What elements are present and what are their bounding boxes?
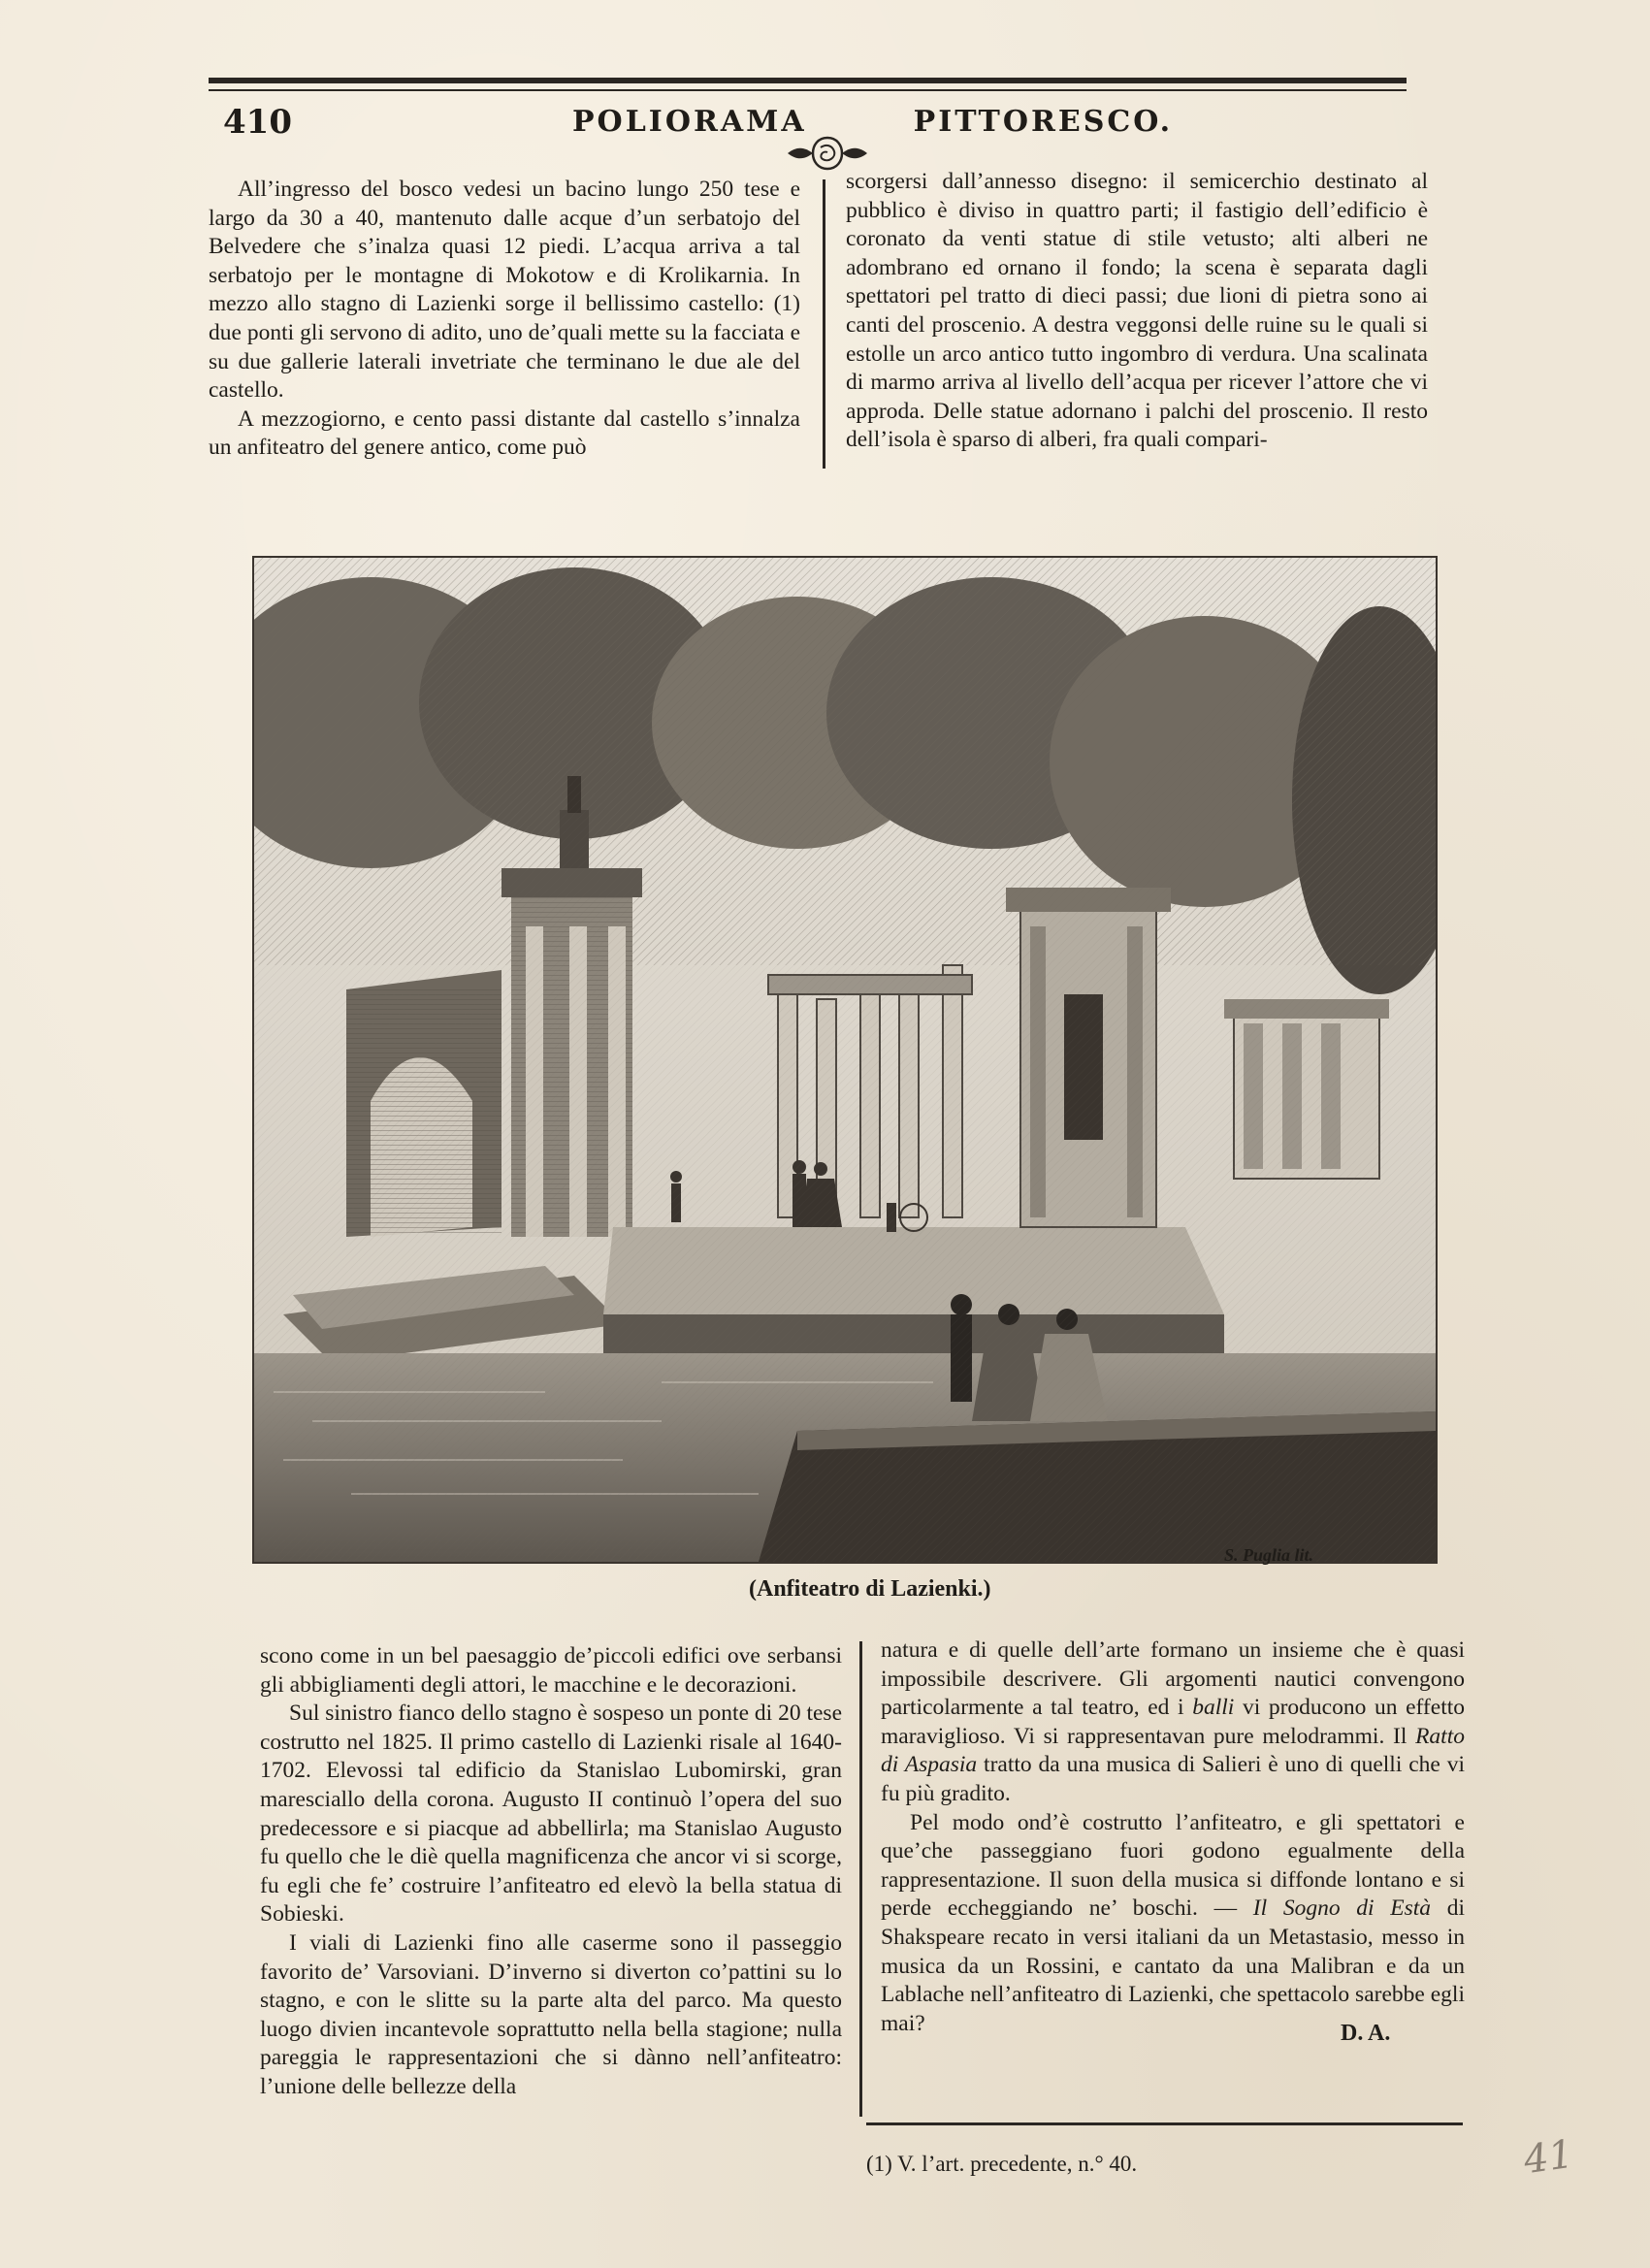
paragraph: All’ingresso del bosco vedesi un bacino lungo 250 tese e largo da 30 a 40, mantenuto dalle acque d’un serbatojo del Belvedere che s’inalza quasi 12 piedi. L’acqua arriva a tal serbatojo per le montagne di Mokotow e di Krolikarnia. In mezzo allo stagno di Lazienki sorge il bellissimo castello: (1) due ponti gli servono di adito, uno de’quali mette su la facciata e su due gallerie laterali invetriate che terminano le due ale del castello. bbox=[209, 177, 800, 404]
paragraph: Pel modo ond’è costrutto l’anfiteatro, e gli spettatori e que’che passeggiano fuori godono egualmente della rappresentazione. Il suon della musica si diffonde lontano e si perde eccheggiando ne’ boschi. — Il Sogno di Està di Shakspeare recato in versi italiani da un Metastasio, messo in musica da un Rossini, e cantato da una Malibran e da un Lablache nell’anfiteatro di Lazienki, che spettacolo sarebbe egli mai? bbox=[881, 1809, 1465, 2036]
running-title-word-1: POLIORAMA bbox=[572, 105, 807, 139]
italic-title: Ratto di Aspasia bbox=[881, 1723, 1465, 1778]
paragraph: I viali di Lazienki fino alle caserme sono il passeggio favorito de’ Varsoviani. D’inverno si diverton co’pattini su lo stagno, e con le slitte su la parte alta del parco. Ma questo luogo divien incantevole soprattutto nella bella stagione; nulla pareggia le rappresentazioni che si dànno nell’anfiteatro: l’unione delle bellezze della bbox=[260, 1929, 842, 2099]
engraving-illustration bbox=[252, 556, 1438, 1564]
paragraph: scono come in un bel paesaggio de’piccoli edifici ove serbansi gli abbigliamenti degli attori, le macchine e le decorazioni. bbox=[260, 1643, 842, 1698]
running-title-word-2: PITTORESCO. bbox=[913, 105, 1174, 139]
header-ornament-icon bbox=[784, 134, 871, 173]
header-rule-thin bbox=[209, 89, 1407, 91]
italic-title: Il Sogno di Està bbox=[1252, 1895, 1432, 1922]
paragraph: Sul sinistro fianco dello stagno è sospeso un ponte di 20 tese costrutto nel 1825. Il primo castello di Lazienki risale al 1640-1702. Elevossi tal edificio da Stanislao Lubomirski, gran maresciallo della corona. Augusto II continuò l’opera del suo predecessore e si piacque ad abbellirla; ma Stanislao Augusto fu quello che le diè quella magnificenza che ancor vi si scorge, fu egli che fe’ costruire l’anfiteatro ed elevò la bella statua di Sobieski. bbox=[260, 1701, 842, 1928]
engraver-signature: S. Puglia lit. bbox=[1224, 1545, 1314, 1565]
top-left-column bbox=[209, 176, 800, 463]
column-divider-top bbox=[823, 179, 825, 469]
header-rule bbox=[209, 78, 1407, 83]
footnote: (1) V. l’art. precedente, n.° 40. bbox=[866, 2152, 1138, 2176]
footnote-rule bbox=[866, 2122, 1463, 2125]
top-right-column bbox=[846, 168, 1428, 455]
paragraph: natura e di quelle dell’arte formano un insieme che è quasi impossibile descrivere. Gli argomenti nautici convengono particolarmente a tal teatro, ed i balli vi producono un effetto maraviglioso. Vi si rappresentavan pure melodrammi. Il Ratto di Aspasia tratto da una musica di Salieri è uno di quelli che vi fu più gradito. bbox=[881, 1637, 1466, 1806]
paragraph: scorgersi dall’annesso disegno: il semicerchio destinato al pubblico è diviso in quattro parti; il fastigio dell’edificio è coronato da venti statue di stile vetusto; alti alberi ne adombrano ed ornano il fondo; la scena è separata dagli spettatori pel tratto di dieci passi; due lioni di pietra sono ai canti del proscenio. A destra veggonsi delle ruine su le quali si estolle un arco antico tutto ingombro di verdura. Una scalinata di marmo arriva al livello dell’acqua per ricever l’attore che vi approda. Delle statue adornano i palchi del proscenio. Il resto dell’isola è sparso di alberi, fra quali compari- bbox=[846, 169, 1428, 453]
paragraph: A mezzogiorno, e cento passi distante dal castello s’innalza un anfiteatro del genere antico, come può bbox=[209, 405, 800, 461]
bottom-right-column bbox=[881, 1636, 1465, 2038]
pencil-annotation: 41 bbox=[1521, 2131, 1576, 2184]
column-divider-bottom bbox=[859, 1641, 862, 2117]
author-initials: D. A. bbox=[1341, 2021, 1391, 2046]
page-number: 410 bbox=[223, 103, 292, 142]
illustration-caption: (Anfiteatro di Lazienki.) bbox=[749, 1576, 991, 1602]
amphitheatre-engraving bbox=[254, 558, 1436, 1562]
bottom-left-column bbox=[260, 1642, 842, 2102]
italic-term: balli bbox=[1192, 1695, 1235, 1721]
running-title bbox=[572, 105, 1173, 139]
